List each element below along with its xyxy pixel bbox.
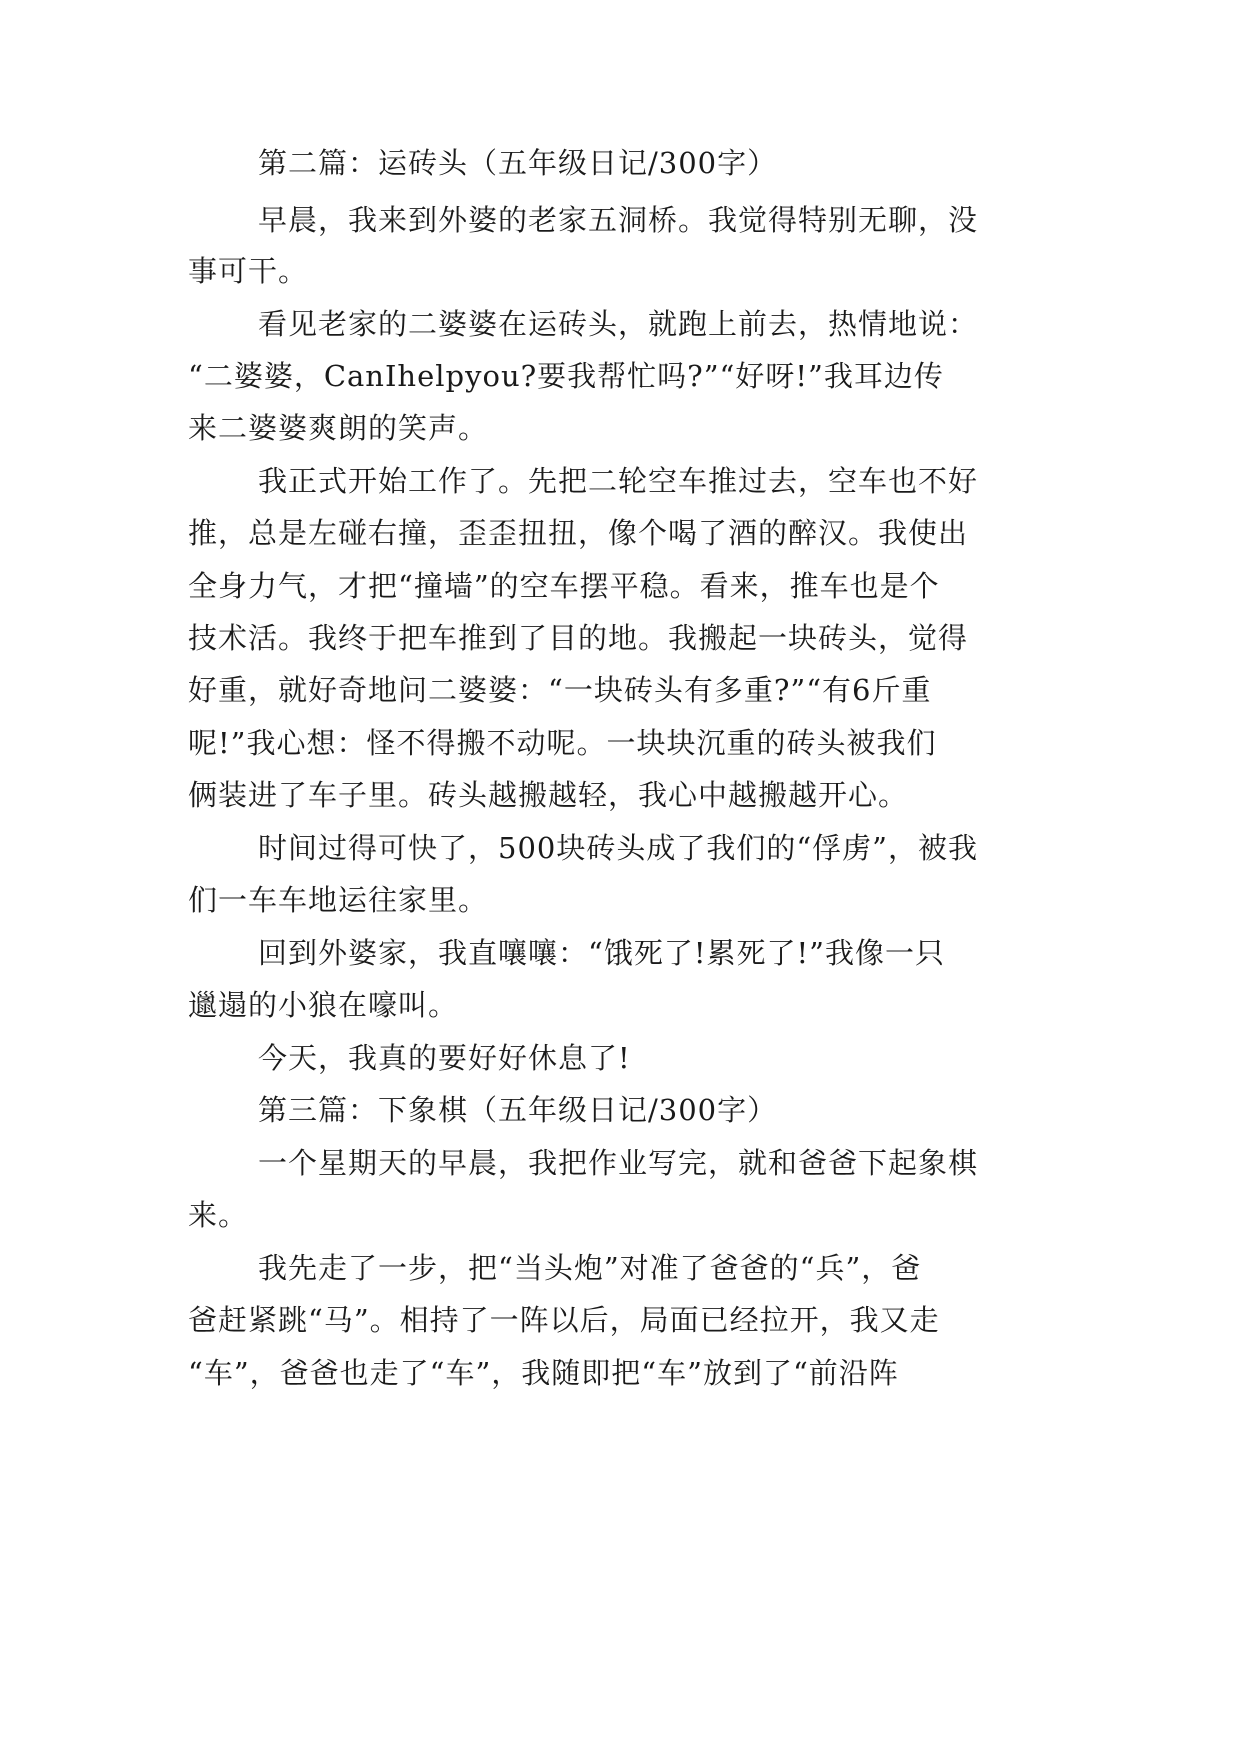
paragraph-line: 呢!”我心想：怪不得搬不动呢。一块块沉重的砖头被我们 bbox=[188, 726, 937, 760]
paragraph-line: 俩装进了车子里。砖头越搬越轻，我心中越搬越开心。 bbox=[188, 778, 909, 812]
paragraph-line: 技术活。我终于把车推到了目的地。我搬起一块砖头，觉得 bbox=[188, 621, 969, 655]
paragraph-line: 推，总是左碰右撞，歪歪扭扭，像个喝了酒的醉汉。我使出 bbox=[188, 516, 969, 550]
paragraph-line: 时间过得可快了，500块砖头成了我们的“俘虏”，被我 bbox=[258, 831, 979, 865]
paragraph-line: 邋遢的小狼在嚎叫。 bbox=[188, 988, 459, 1022]
paragraph-line: 全身力气，才把“撞墙”的空车摆平稳。看来，推车也是个 bbox=[188, 569, 940, 603]
heading-article-2: 第二篇：运砖头（五年级日记/300字） bbox=[258, 146, 778, 180]
paragraph-line: 今天，我真的要好好休息了! bbox=[258, 1041, 631, 1075]
paragraph-line: 一个星期天的早晨，我把作业写完，就和爸爸下起象棋 bbox=[258, 1146, 979, 1180]
paragraph-line: 爸赶紧跳“马”。相持了一阵以后，局面已经拉开，我又走 bbox=[188, 1303, 940, 1337]
paragraph-line: 来。 bbox=[188, 1198, 249, 1232]
heading-article-3: 第三篇：下象棋（五年级日记/300字） bbox=[258, 1093, 778, 1127]
paragraph-line: “二婆婆，CanIhelpyou?要我帮忙吗?”“好呀!”我耳边传 bbox=[188, 359, 944, 393]
paragraph-line: 看见老家的二婆婆在运砖头，就跑上前去，热情地说： bbox=[258, 307, 979, 341]
paragraph-line: 我正式开始工作了。先把二轮空车推过去，空车也不好 bbox=[258, 464, 979, 498]
paragraph-line: “车”，爸爸也走了“车”，我随即把“车”放到了“前沿阵 bbox=[188, 1356, 899, 1390]
paragraph-line: 好重，就好奇地问二婆婆：“一块砖头有多重?”“有6斤重 bbox=[188, 673, 932, 707]
paragraph-line: 回到外婆家，我直嚷嚷：“饿死了!累死了!”我像一只 bbox=[258, 936, 945, 970]
paragraph-line: 来二婆婆爽朗的笑声。 bbox=[188, 411, 489, 445]
paragraph-line: 早晨，我来到外婆的老家五洞桥。我觉得特别无聊，没 bbox=[258, 203, 979, 237]
paragraph-line: 我先走了一步，把“当头炮”对准了爸爸的“兵”，爸 bbox=[258, 1251, 922, 1285]
paragraph-line: 们一车车地运往家里。 bbox=[188, 883, 489, 917]
paragraph-line: 事可干。 bbox=[188, 254, 309, 288]
